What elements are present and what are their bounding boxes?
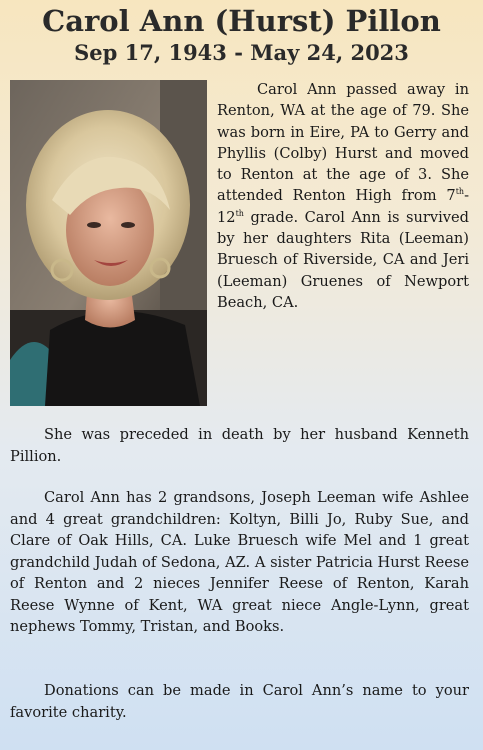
obituary-paragraph-3: Carol Ann has 2 grandsons, Joseph Leeman wife Ashlee and 4 great grandchildren: Koltyn, Billi Jo, Ruby Sue, and Clare of Oak Hills, CA. Luke Bruesch wife Mel and 1 great grandchild Judah of Sedona, AZ. A sister Patricia Hurst Reese of Renton and 2 nieces Jennifer Reese of Renton, Karah Reese Wynne of Kent, WA great niece Angle-Lynn, great nephews Tommy, Tristan, and Books.	[10, 489, 469, 635]
portrait-photo-icon	[10, 80, 207, 406]
obituary-name: Carol Ann (Hurst) Pillon	[42, 4, 441, 38]
portrait-photo	[10, 80, 207, 406]
life-dates: Sep 17, 1943 - May 24, 2023	[74, 40, 409, 65]
obituary-paragraph-1: Carol Ann passed away in Renton, WA at the age of 79. She was born in Eire, PA to Gerry and Phyllis (Colby) Hurst and moved to Renton at the age of 3. She attended Renton High from 7th-12th grade. Carol Ann is survived by her daughters Rita (Leeman) Bruesch of Riverside, CA and Jeri (Leeman) Gruenes of Newport Beach, CA.	[217, 81, 469, 311]
obituary-paragraph-2: She was preceded in death by her husband Kenneth Pillion.	[10, 426, 469, 465]
obituary-paragraph-4: Donations can be made in Carol Ann’s name to your favorite charity.	[10, 682, 469, 721]
